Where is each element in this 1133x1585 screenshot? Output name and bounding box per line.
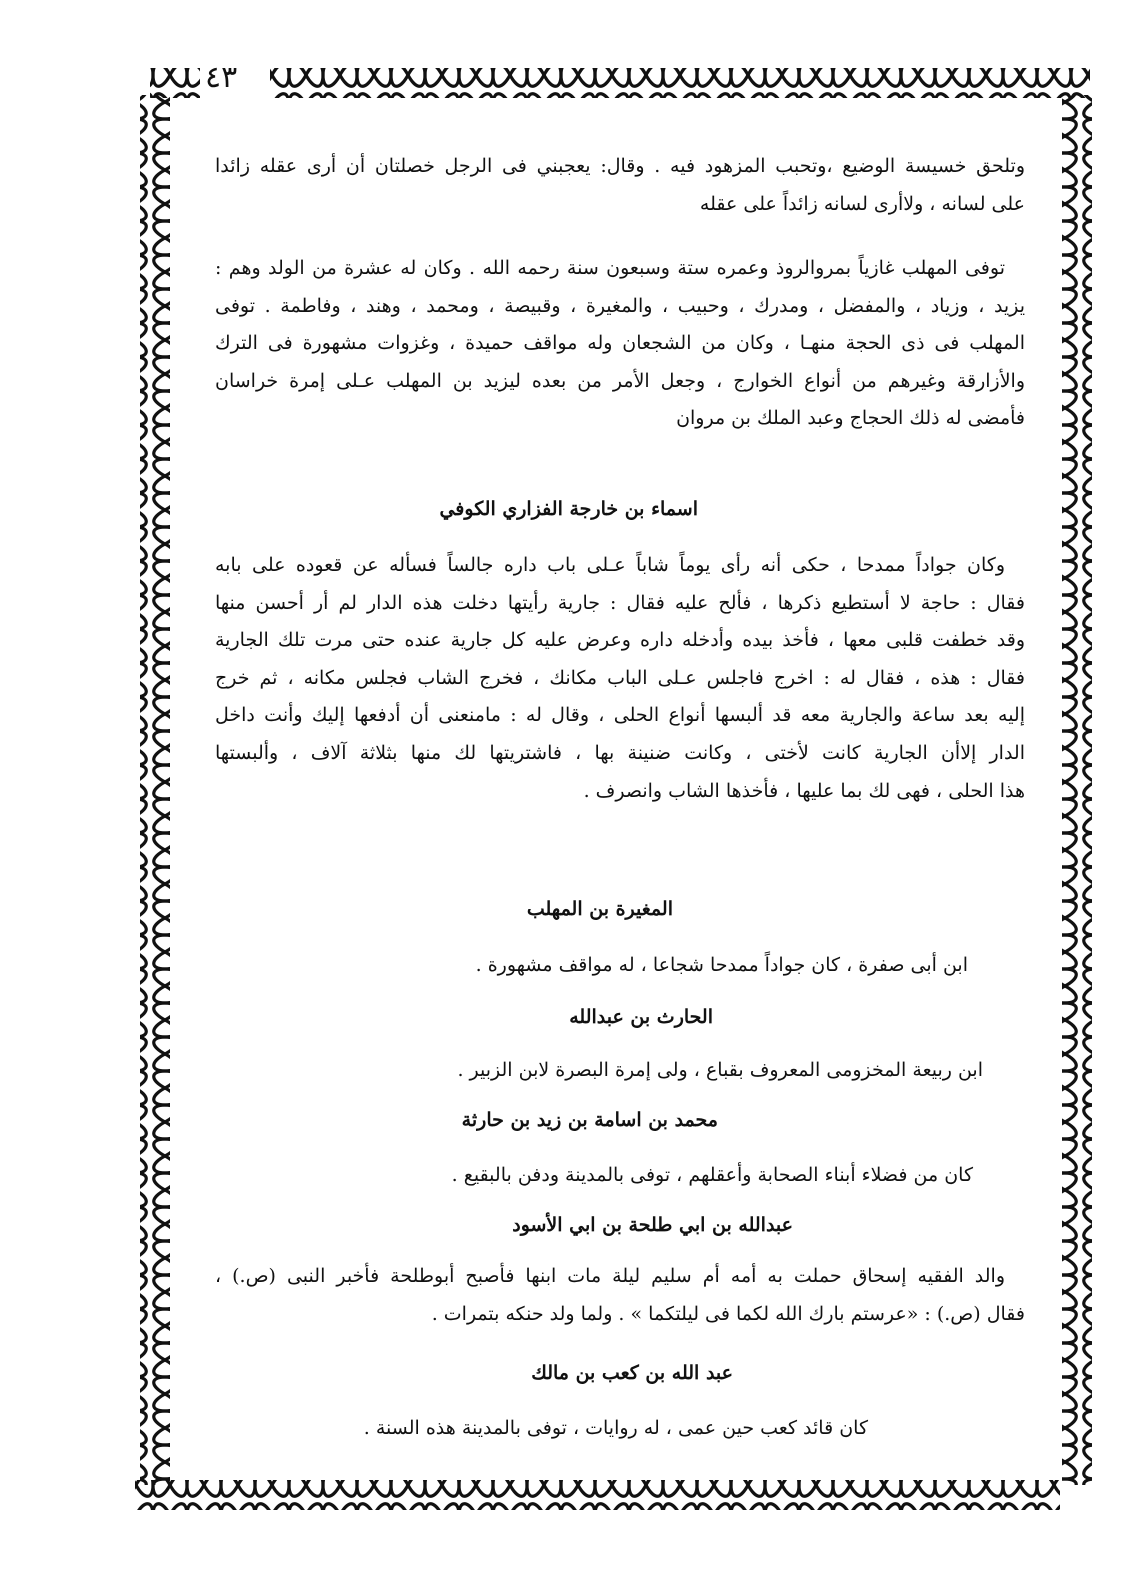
heading-muhammad-ibn-usama: محمد بن اسامة بن زيد بن حارثة — [461, 1109, 718, 1131]
text-line: على لسانه ، ولاأرى لسانه زائداً على عقله — [699, 192, 1025, 215]
text-line: والأزارقة وغيرهم من أنواع الخوارج ، وجعل الأمر من بعده ليزيد بن المهلب عـلى إمرة خراسان — [215, 369, 1025, 392]
text-line: وكان جواداً ممدحا ، حكى أنه رأى يوماً شاباً عـلى باب داره جالساً فسأله عن قعوده على بابه — [215, 554, 1005, 576]
text-line: المهلب فى ذى الحجة منهـا ، وكان من الشجعان وله مواقف حميدة ، وغزوات مشهورة فى الترك — [215, 332, 1025, 355]
text-line: فقال : هذه ، فقال له : اخرج فاجلس عـلى الباب مكانك ، فخرج الشاب فجلس مكانه ، ثم خرج — [215, 666, 1025, 689]
heading-asma-ibn-kharija: اسماء بن خارجة الفزاري الكوفي — [439, 498, 698, 520]
text-line: وتلحق خسيسة الوضيع ،وتحبب المزهود فيه . وقال: يعجبني فى الرجل خصلتان أن أرى عقله زائدا — [215, 155, 1025, 177]
text-line: وقد خطفت قلبى معها ، فأخذ بيده وأدخله داره وعرض عليه كل جارية عنده حتى مرت تلك الجارية — [215, 629, 1025, 652]
page-number: ٤٣ — [205, 60, 238, 95]
paragraph-1 — [215, 148, 1025, 223]
heading-abdullah-ibn-abi-talha: عبدالله بن ابي طلحة بن ابي الأسود — [512, 1214, 793, 1236]
text-line: والد الفقيه إسحاق حملت به أمه أم سليم ليلة مات ابنها فأصبح أبوطلحة فأخبر النبى (ص.) ، — [215, 1265, 1005, 1287]
heading-harith-ibn-abdullah: الحارث بن عبدالله — [569, 1006, 713, 1028]
text-line: فقال : حاجة لا أستطيع ذكرها ، فألح عليه فقال : جارية رأيتها دخلت هذه الدار لم أر أحسن منها — [215, 591, 1025, 614]
text-line-harith: ابن ربيعة المخزومى المعروف بقباع ، ولى إمرة البصرة لابن الزبير . — [457, 1059, 983, 1081]
heading-mughira-ibn-muhallab: المغيرة بن المهلب — [526, 898, 673, 920]
text-line-mughira: ابن أبى صفرة ، كان جواداً ممدحا شجاعا ، له مواقف مشهورة . — [475, 954, 968, 976]
paragraph-3 — [215, 547, 1025, 810]
text-line: الدار إلاأن الجارية كانت لأختى ، وكانت ضنينة بها ، فاشتريتها لك منها بثلاثة آلاف ، وألبستها — [215, 741, 1025, 764]
paragraph-2 — [215, 250, 1025, 438]
text-line: توفى المهلب غازياً بمروالروذ وعمره ستة وسبعون سنة رحمه الله . وكان له عشرة من الولد وهم : — [215, 257, 1005, 279]
text-line: إليه بعد ساعة والجارية معه قد ألبسها أنواع الحلى ، وقال له : مامنعنى أن أدفعها إليك وأنت داخل — [215, 704, 1025, 727]
text-line: هذا الحلى ، فهى لك بما عليها ، فأخذها الشاب وانصرف . — [583, 779, 1025, 802]
heading-abdullah-ibn-kaab: عبد الله بن كعب بن مالك — [531, 1362, 733, 1384]
text-line: فقال (ص.) : «عرستم بارك الله لكما فى ليلتكما » . ولما ولد حنكه بتمرات . — [431, 1302, 1025, 1325]
text-line-muhammad: كان من فضلاء أبناء الصحابة وأعقلهم ، توفى بالمدينة ودفن بالبقيع . — [451, 1164, 973, 1186]
paragraph-abdullah — [215, 1258, 1025, 1333]
text-line: فأمضى له ذلك الحجاج وعبد الملك بن مروان — [676, 407, 1025, 430]
text-line: يزيد ، وزياد ، والمفضل ، ومدرك ، وحبيب ، والمغيرة ، وقبيصة ، ومحمد ، وهند ، وفاطمة . توفى — [215, 294, 1025, 317]
text-line-kaab: كان قائد كعب حين عمى ، له روايات ، توفى بالمدينة هذه السنة . — [363, 1417, 868, 1439]
